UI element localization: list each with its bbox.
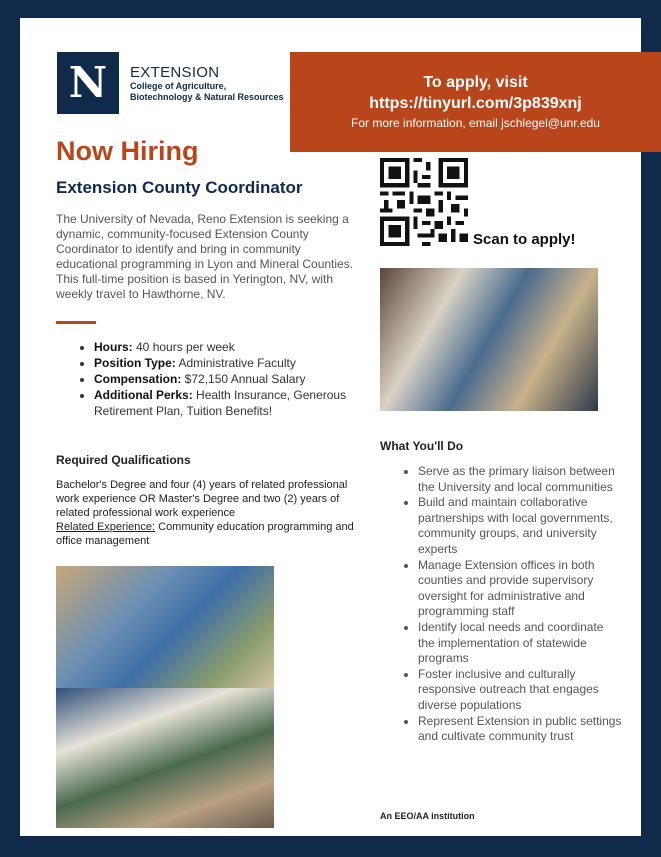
logo-letter: N xyxy=(68,58,108,107)
detail-label: Compensation: xyxy=(94,372,182,386)
list-item: • Build and maintain collaborative partnerships with local governments, community groups, and university experts xyxy=(418,495,623,557)
detail-label: Position Type: xyxy=(94,356,176,370)
job-title: Extension County Coordinator xyxy=(56,178,303,197)
qr-caption: Scan to apply! xyxy=(473,231,576,248)
duties-list xyxy=(400,464,623,745)
org-sub-line1: College of Agriculture, xyxy=(130,81,227,91)
detail-item-compensation xyxy=(94,371,374,387)
list-item: • Foster inclusive and culturally responsive outreach that engages diverse populations xyxy=(418,667,623,714)
list-item: • Identify local needs and coordinate the implementation of statewide programs xyxy=(418,620,623,667)
qualifications-body: Bachelor's Degree and four (4) years of related professional work experience OR Master's Degree and two (2) years of related professional work experience xyxy=(56,479,348,519)
duties-heading: What You'll Do xyxy=(380,439,464,453)
detail-item-perks xyxy=(94,387,374,419)
photo-classroom xyxy=(380,268,598,411)
detail-value: Administrative Faculty xyxy=(175,356,296,370)
intro-paragraph: The University of Nevada, Reno Extension is seeking a dynamic, community-focused Extension County Coordinator to identify and bring in community educational programming in Lyon and Mineral Counties. This full-time position is based in Yerington, NV, with weekly travel to Hawthorne, NV. xyxy=(56,212,354,301)
headline: Now Hiring xyxy=(56,136,199,166)
accent-divider xyxy=(56,321,96,324)
detail-label: Hours: xyxy=(94,340,133,354)
apply-email-info: For more information, email jschlegel@unr.edu xyxy=(351,116,600,130)
detail-item-hours xyxy=(94,339,374,355)
detail-value: Health Insurance, Generous Retirement Plan, Tuition Benefits! xyxy=(94,388,347,418)
related-experience-text: Community education programming and office management xyxy=(56,521,354,547)
detail-value: 40 hours per week xyxy=(132,340,235,354)
university-logo xyxy=(57,52,119,114)
apply-banner xyxy=(290,52,661,152)
org-sub-line2: Biotechnology & Natural Resources xyxy=(130,92,284,102)
apply-line: To apply, visit xyxy=(423,74,528,91)
list-item: • Serve as the primary liaison between the University and local communities xyxy=(418,464,623,495)
eeo-statement: An EEO/AA institution xyxy=(380,811,475,821)
detail-item-position-type xyxy=(94,355,374,371)
list-item: • Represent Extension in public settings and cultivate community trust xyxy=(418,714,623,745)
photo-community-event xyxy=(56,566,274,688)
org-name: EXTENSION xyxy=(130,64,220,81)
qr-code-icon[interactable] xyxy=(380,158,468,246)
detail-label: Additional Perks: xyxy=(94,388,193,402)
detail-value: $72,150 Annual Salary xyxy=(181,372,306,386)
flyer-page xyxy=(20,18,641,836)
qualifications-heading: Required Qualifications xyxy=(56,453,191,467)
related-experience-label: Related Experience: xyxy=(56,521,156,533)
list-item: • Manage Extension offices in both counties and provide supervisory oversight for administrative and programming staff xyxy=(418,558,623,620)
apply-url[interactable]: https://tinyurl.com/3p839xnj xyxy=(369,95,582,112)
job-details-list xyxy=(76,339,374,419)
org-block xyxy=(130,64,284,103)
qualifications-text xyxy=(56,478,356,548)
photo-community-conversation xyxy=(56,688,274,828)
